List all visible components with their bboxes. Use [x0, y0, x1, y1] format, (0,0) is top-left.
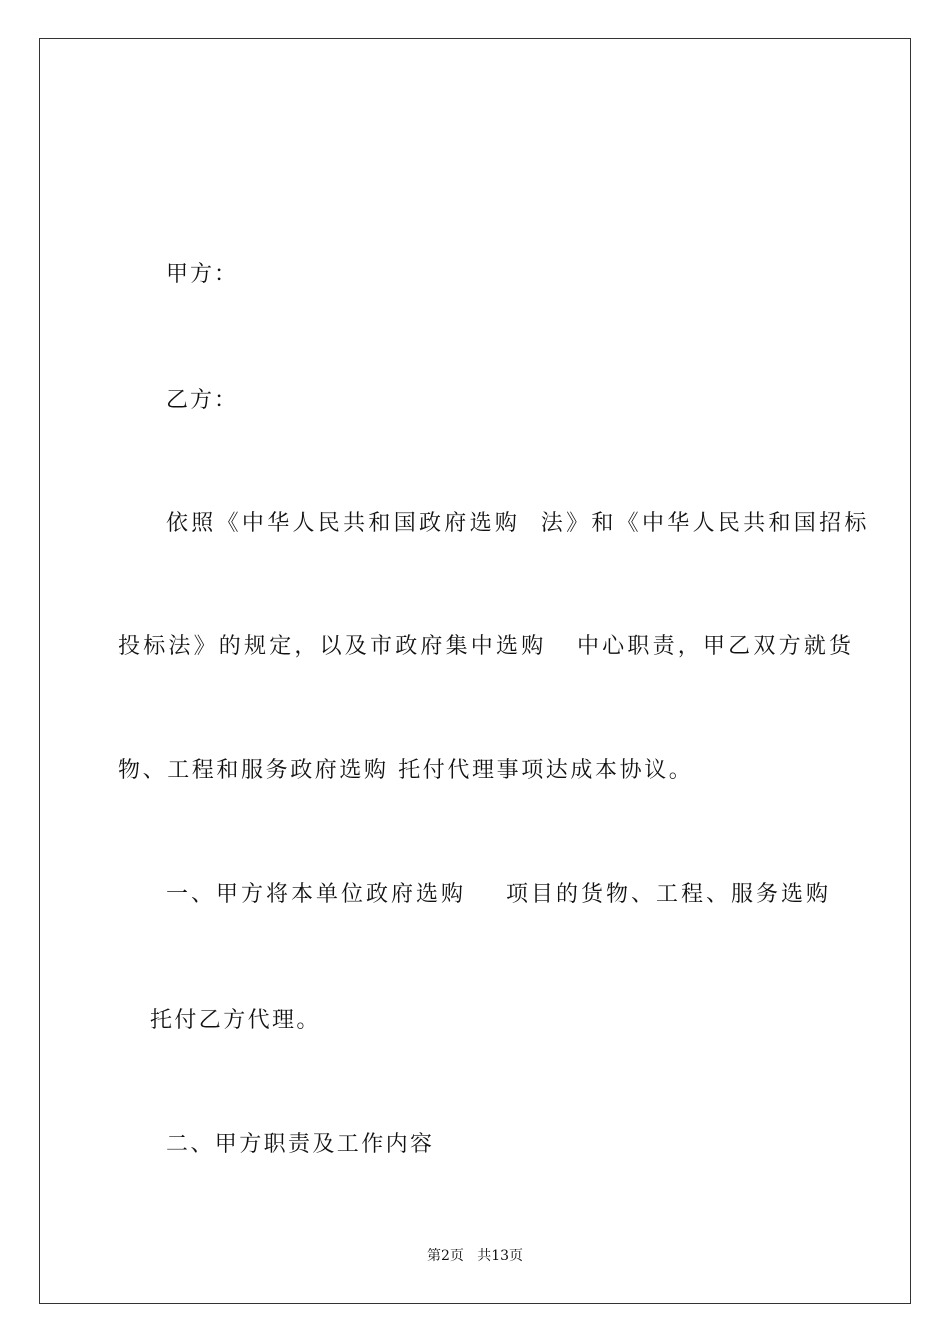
preamble-line-1: 依照《中华人民共和国政府选购 法》和《中华人民共和国招标: [166, 511, 870, 536]
page-frame: [39, 38, 911, 1304]
clause-1-line-2: 托付乙方代理。: [150, 1008, 321, 1033]
preamble-line-3: 物、工程和服务政府选购 托付代理事项达成本协议。: [118, 758, 694, 783]
party-b-label: 乙方：: [166, 388, 239, 413]
party-a-label: 甲方：: [166, 262, 239, 287]
preamble-line-2: 投标法》的规定，以及市政府集中选购 中心职责，甲乙双方就货: [118, 634, 855, 659]
clause-1-line-1: 一、甲方将本单位政府选购 项目的货物、工程、服务选购: [166, 882, 831, 907]
page-number-footer: 第2页 共13页: [426, 1248, 524, 1264]
clause-2-heading: 二、甲方职责及工作内容: [166, 1132, 435, 1157]
